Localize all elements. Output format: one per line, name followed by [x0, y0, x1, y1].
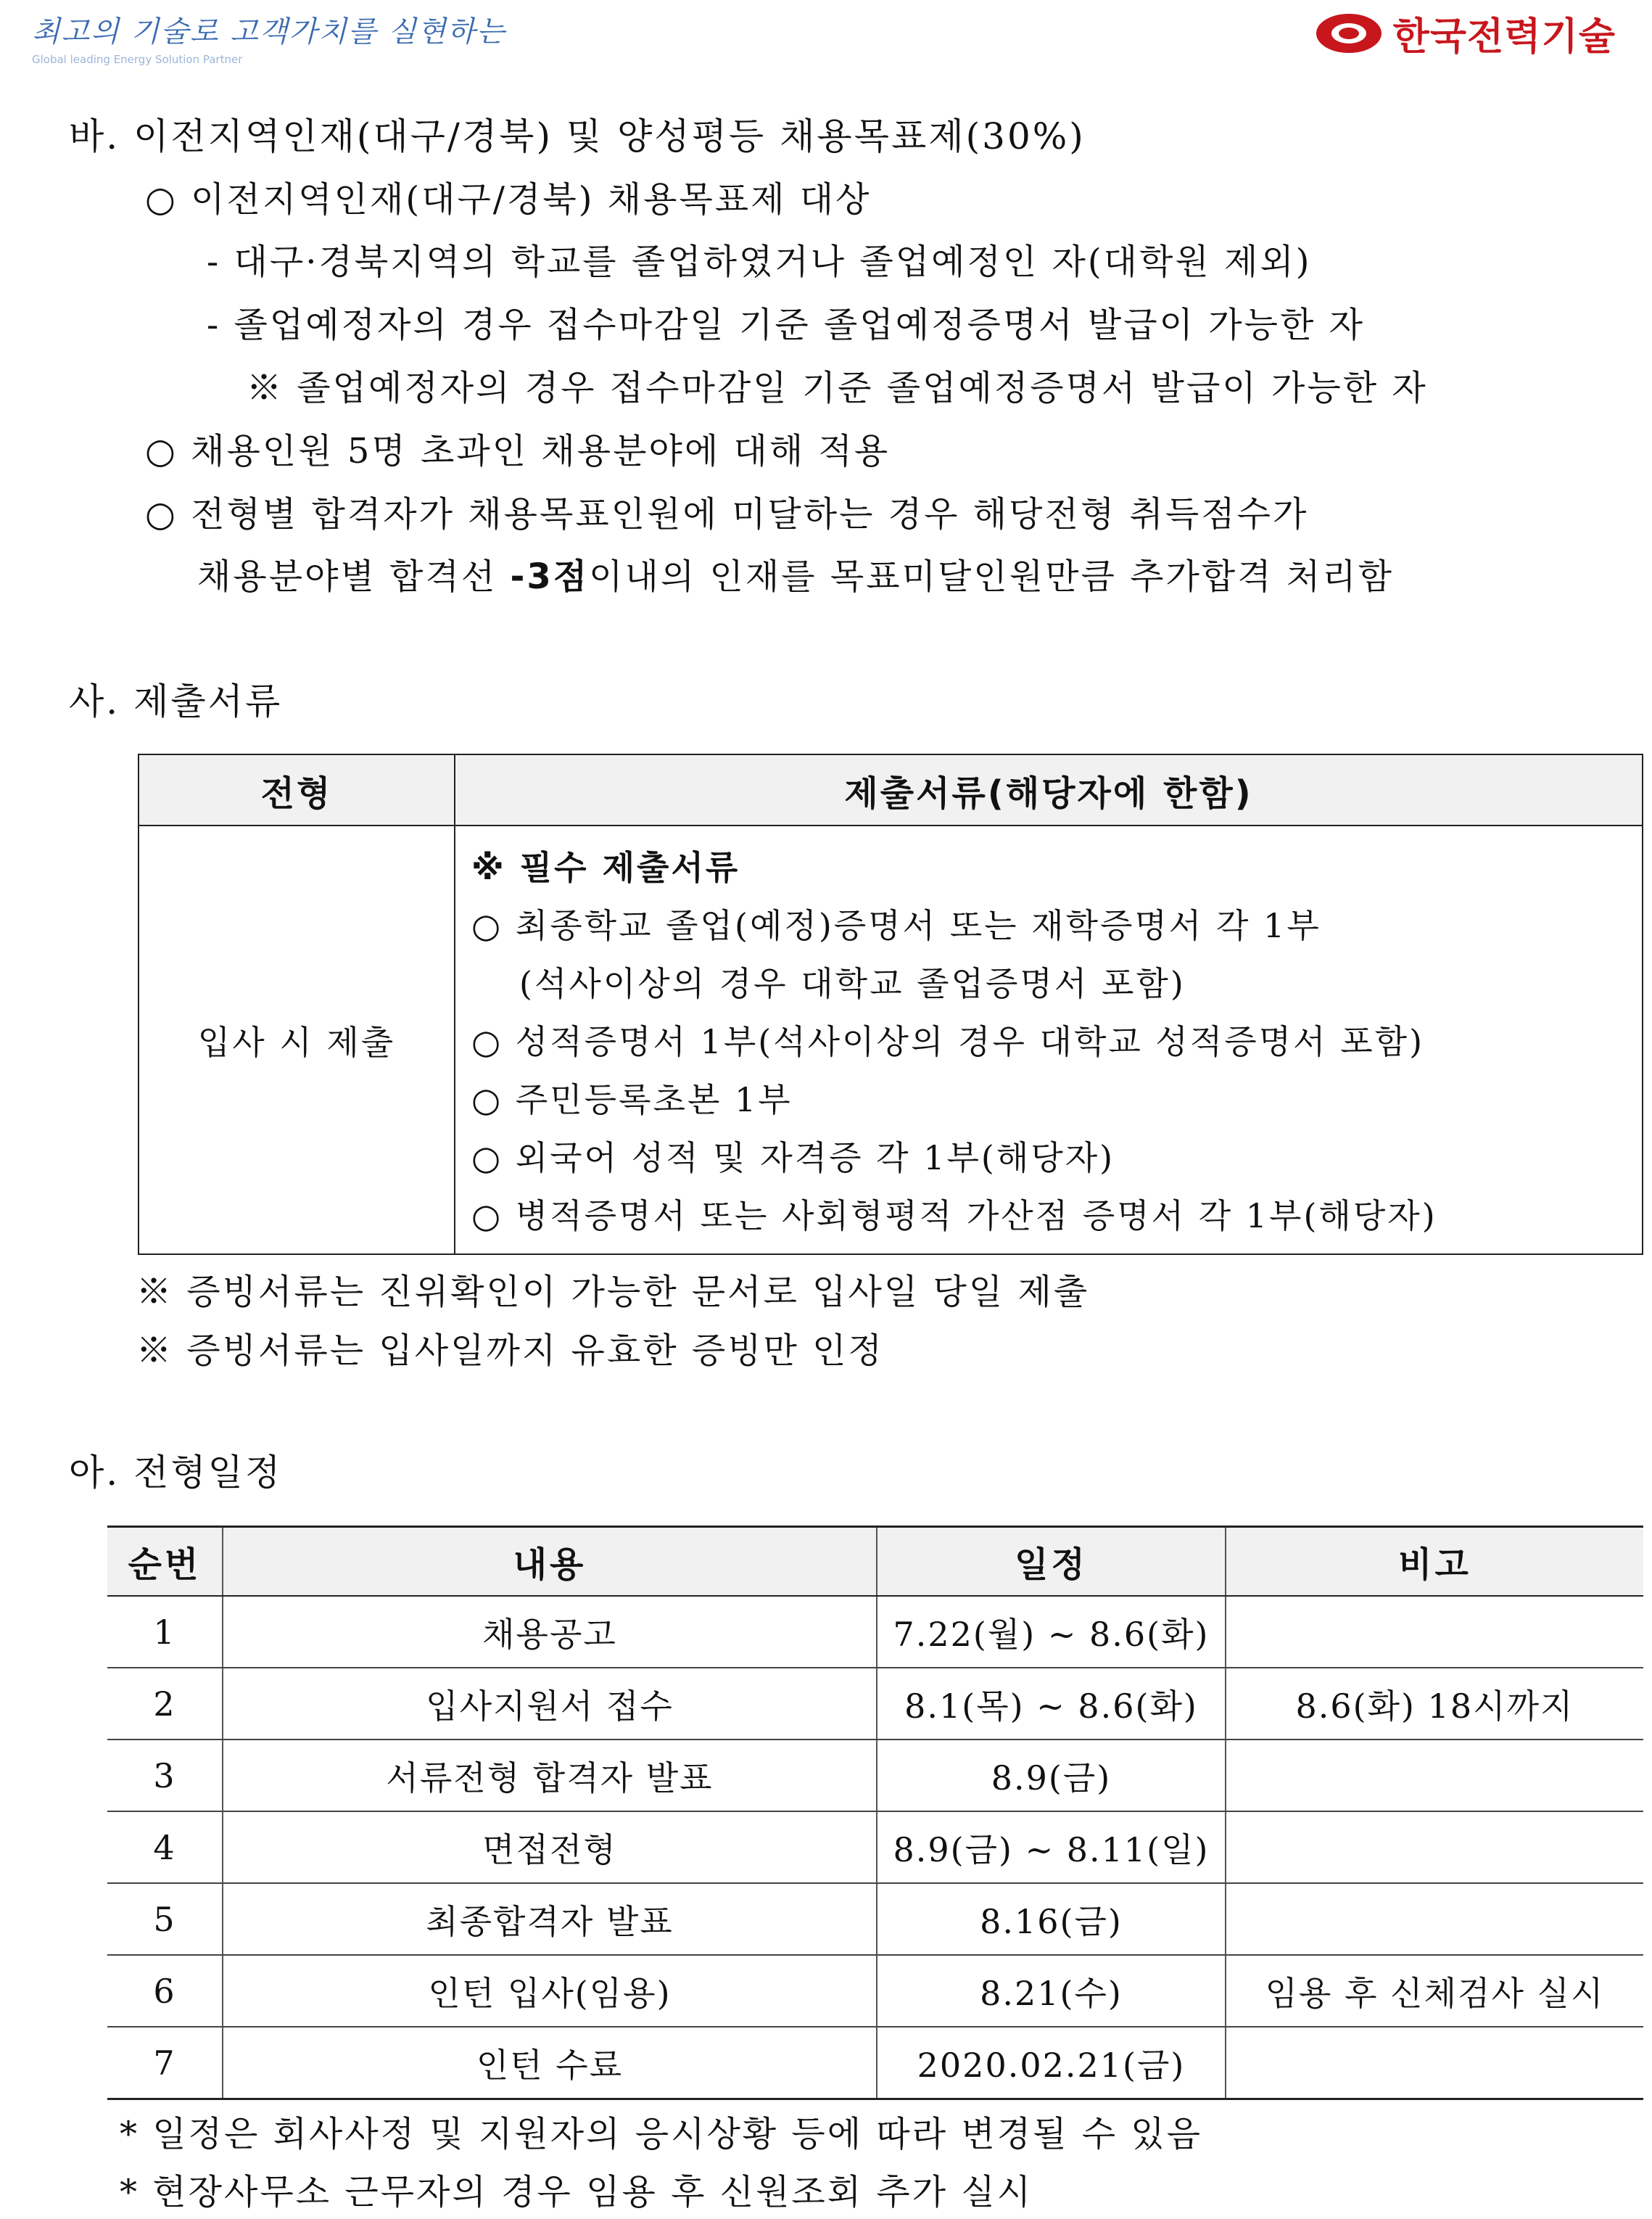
cell-schedule: 8.9(금) ~ 8.11(일) [877, 1811, 1226, 1883]
cell-number: 4 [107, 1811, 223, 1883]
column-header: 내용 [223, 1527, 877, 1597]
cell-schedule: 8.9(금) [877, 1740, 1226, 1811]
section-ba-title: 바. 이전지역인재(대구/경북) 및 양성평등 채용목표제(30%) [69, 115, 1086, 157]
document-item: ○ 주민등록초본 1부 [471, 1079, 793, 1119]
document-item-continuation: (석사이상의 경우 대학교 졸업증명서 포함) [519, 963, 1186, 1003]
column-header: 순번 [107, 1527, 223, 1597]
documents-note: ※ 증빙서류는 진위확인이 가능한 문서로 입사일 당일 제출 [136, 1272, 1090, 1312]
cell-content: 최종합격자 발표 [223, 1883, 877, 1955]
table-row [107, 1668, 1643, 1740]
table-header-row [139, 754, 1643, 826]
column-header: 비고 [1226, 1527, 1643, 1597]
cell-content: 서류전형 합격자 발표 [223, 1740, 877, 1811]
column-header: 전형 [139, 754, 455, 826]
cell-number: 3 [107, 1740, 223, 1811]
header-slogan [32, 9, 506, 67]
section-ba-item: - 대구·경북지역의 학교를 졸업하였거나 졸업예정인 자(대학원 제외) [207, 242, 1312, 282]
column-header: 일정 [877, 1527, 1226, 1597]
schedule-note: * 일정은 회사사정 및 지원자의 응시상황 등에 따라 변경될 수 있음 [120, 2114, 1203, 2154]
documents-table [138, 754, 1643, 1255]
cell-content: 채용공고 [223, 1596, 877, 1668]
cell-number: 5 [107, 1883, 223, 1955]
cell-number: 2 [107, 1668, 223, 1740]
cell-number: 1 [107, 1596, 223, 1668]
table-row [107, 1883, 1643, 1955]
cell-content: 인턴 입사(임용) [223, 1955, 877, 2027]
cell-schedule: 2020.02.21(금) [877, 2027, 1226, 2099]
cell-schedule: 7.22(월) ~ 8.6(화) [877, 1596, 1226, 1668]
cell-remarks [1226, 1740, 1643, 1811]
column-header: 제출서류(해당자에 한함) [455, 754, 1643, 826]
cell-remarks [1226, 2027, 1643, 2099]
cell-remarks: 임용 후 신체검사 실시 [1226, 1955, 1643, 2027]
schedule-note: * 현장사무소 근무자의 경우 임용 후 신원조회 추가 실시 [120, 2172, 1033, 2212]
table-header-row [107, 1527, 1643, 1597]
cell-content: 입사지원서 접수 [223, 1668, 877, 1740]
section-a-title: 아. 전형일정 [69, 1452, 283, 1494]
documents-cell [455, 826, 1643, 1254]
cell-number: 7 [107, 2027, 223, 2099]
table-row [107, 1955, 1643, 2027]
company-logo [1315, 6, 1616, 60]
slogan-subtitle: Global leading Energy Solution Partner [32, 53, 243, 66]
section-ba-note: ※ 졸업예정자의 경우 접수마감일 기준 졸업예정증명서 발급이 가능한 자 [247, 368, 1428, 408]
documents-note: ※ 증빙서류는 입사일까지 유효한 증빙만 인정 [136, 1330, 884, 1371]
cell-remarks [1226, 1883, 1643, 1955]
cell-content: 인턴 수료 [223, 2027, 877, 2099]
text-segment: 채용분야별 합격선 [197, 556, 511, 597]
document-item: ○ 성적증명서 1부(석사이상의 경우 대학교 성적증명서 포함) [471, 1021, 1425, 1061]
section-ba-item-continuation [197, 555, 1394, 598]
cell-remarks [1226, 1811, 1643, 1883]
schedule-table [107, 1526, 1643, 2100]
cell-remarks: 8.6(화) 18시까지 [1226, 1668, 1643, 1740]
section-ba-item: ○ 이전지역인재(대구/경북) 채용목표제 대상 [145, 179, 872, 220]
table-row [139, 826, 1643, 1254]
cell-schedule: 8.1(목) ~ 8.6(화) [877, 1668, 1226, 1740]
cell-remarks [1226, 1596, 1643, 1668]
required-label: ※ 필수 제출서류 [471, 847, 740, 887]
kepco-emblem-icon [1315, 12, 1383, 55]
cell-content: 면접전형 [223, 1811, 877, 1883]
table-row [107, 1740, 1643, 1811]
document-item: ○ 병적증명서 또는 사회형평적 가산점 증명서 각 1부(해당자) [471, 1195, 1437, 1235]
cell-schedule: 8.16(금) [877, 1883, 1226, 1955]
text-segment: 이내의 인재를 목표미달인원만큼 추가합격 처리함 [589, 556, 1394, 597]
table-row [107, 1811, 1643, 1883]
highlight-score: -3점 [510, 556, 590, 597]
slogan-text: 최고의 기술로 고객가치를 실현하는 [32, 15, 506, 49]
section-ba-item: ○ 채용인원 5명 초과인 채용분야에 대해 적용 [145, 431, 891, 472]
table-row [107, 2027, 1643, 2099]
section-ba-item: ○ 전형별 합격자가 채용목표인원에 미달하는 경우 해당전형 취득점수가 [145, 494, 1309, 535]
document-item: ○ 최종학교 졸업(예정)증명서 또는 재학증명서 각 1부 [471, 905, 1321, 945]
cell-schedule: 8.21(수) [877, 1955, 1226, 2027]
section-sa-title: 사. 제출서류 [69, 680, 283, 722]
document-item: ○ 외국어 성적 및 자격증 각 1부(해당자) [471, 1137, 1115, 1177]
table-row [107, 1596, 1643, 1668]
company-logo-text: 한국전력기술 [1392, 15, 1616, 59]
cell-number: 6 [107, 1955, 223, 2027]
category-cell: 입사 시 제출 [139, 826, 455, 1254]
section-ba-item: - 졸업예정자의 경우 접수마감일 기준 졸업예정증명서 발급이 가능한 자 [207, 305, 1365, 345]
